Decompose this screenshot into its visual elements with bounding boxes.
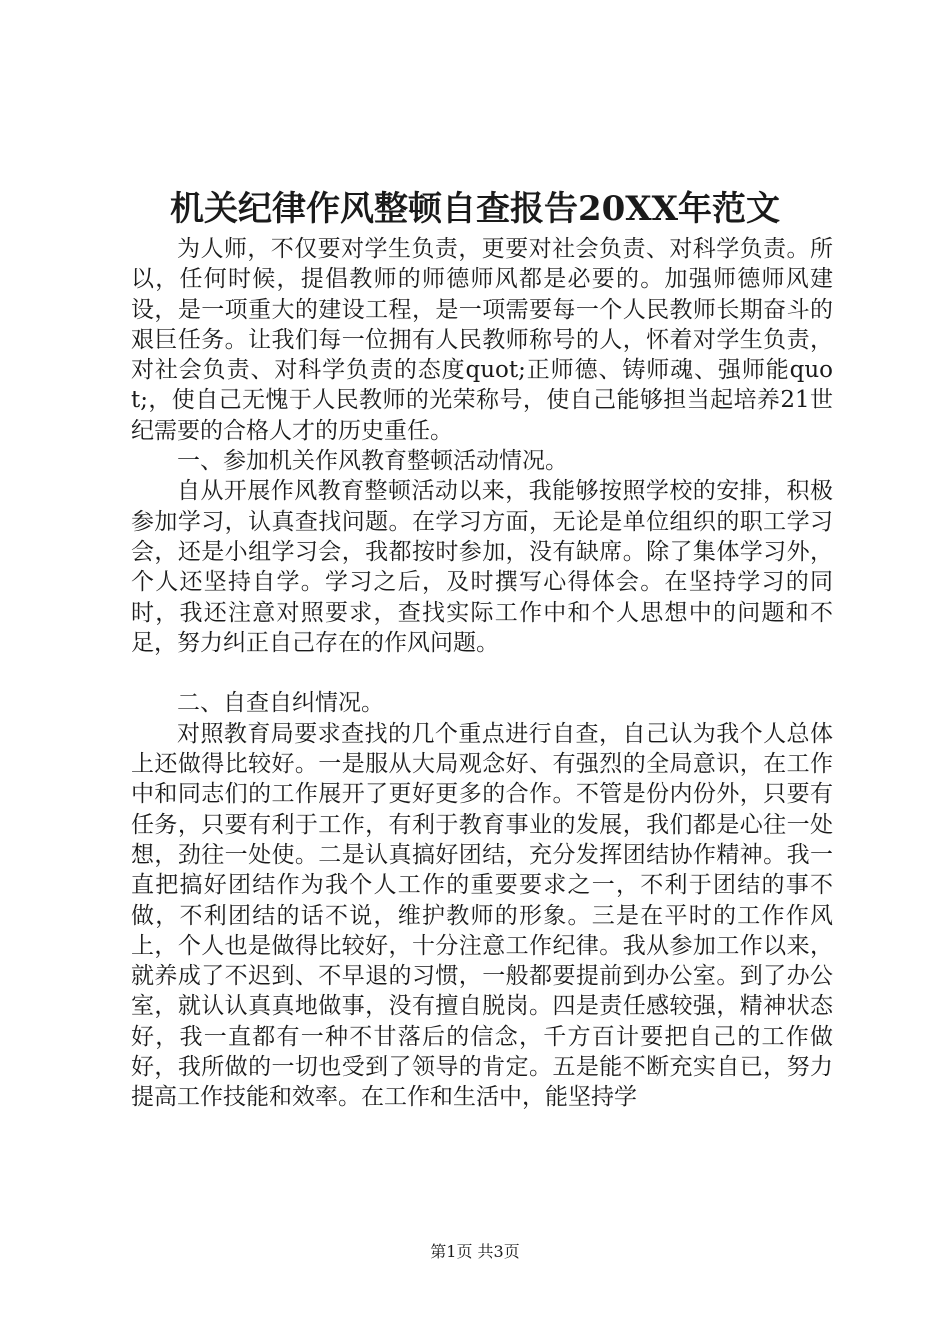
page-title: 机关纪律作风整顿自查报告20XX年范文 [169,189,781,229]
section-2-heading: 二、自查自纠情况。 [177,690,384,717]
section-1-paragraph: 自从开展作风教育整顿活动以来，我能够按照学校的安排，积极参加学习，认真查找问题。在学习方面，无论是单位组织的职工学习会，还是小组学习会，我都按时参加，没有缺席。除了集体学习外，个人还坚持自学。学习之后，及时撰写心得体会。在坚持学习的同时，我还注意对照要求，查找实际工作中和个人思想中的问题和不足，努力纠正自己存在的作风问题。 [131,478,833,656]
paragraph-gap [131,658,833,688]
section-1-heading: 一、参加机关作风教育整顿活动情况。 [177,448,568,475]
section-2-paragraph: 对照教育局要求查找的几个重点进行自查，自己认为我个人总体上还做得比较好。一是服从大局观念好、有强烈的全局意识，在工作中和同志们的工作展开了更好更多的合作。不管是份内份外，只要有任务，只要有利于工作，有利于教育事业的发展，我们都是心往一处想，劲往一处使。二是认真搞好团结，充分发挥团结协作精神。我一直把搞好团结作为我个人工作的重要要求之一，不利于团结的事不做，不利团结的话不说，维护教师的形象。三是在平时的工作作风上，个人也是做得比较好，十分注意工作纪律。我从参加工作以来，就养成了不迟到、不早退的习惯，一般都要提前到办公室。到了办公室，就认认真真地做事，没有擅自脱岗。四是责任感较强，精神状态好，我一直都有一种不甘落后的信念，千方百计要把自己的工作做好，我所做的一切也受到了领导的肯定。五是能不断充实自已，努力提高工作技能和效率。在工作和生活中，能坚持学 [131,720,833,1111]
intro-paragraph: 为人师，不仅要对学生负责，更要对社会负责、对科学负责。所以，任何时候，提倡教师的师德师风都是必要的。加强师德师风建设，是一项重大的建设工程，是一项需要每一个人民教师长期奋斗的艰巨任务。让我们每一位拥有人民教师称号的人，怀着对学生负责，对社会负责、对科学负责的态度quot;正师德、铸师魂、强师能quot;，使自己无愧于人民教师的光荣称号，使自己能够担当起培养21世纪需要的合格人才的历史重任。 [131,236,833,444]
page-footer: 第1页 共3页 [430,1242,520,1261]
document-body [131,234,833,1113]
